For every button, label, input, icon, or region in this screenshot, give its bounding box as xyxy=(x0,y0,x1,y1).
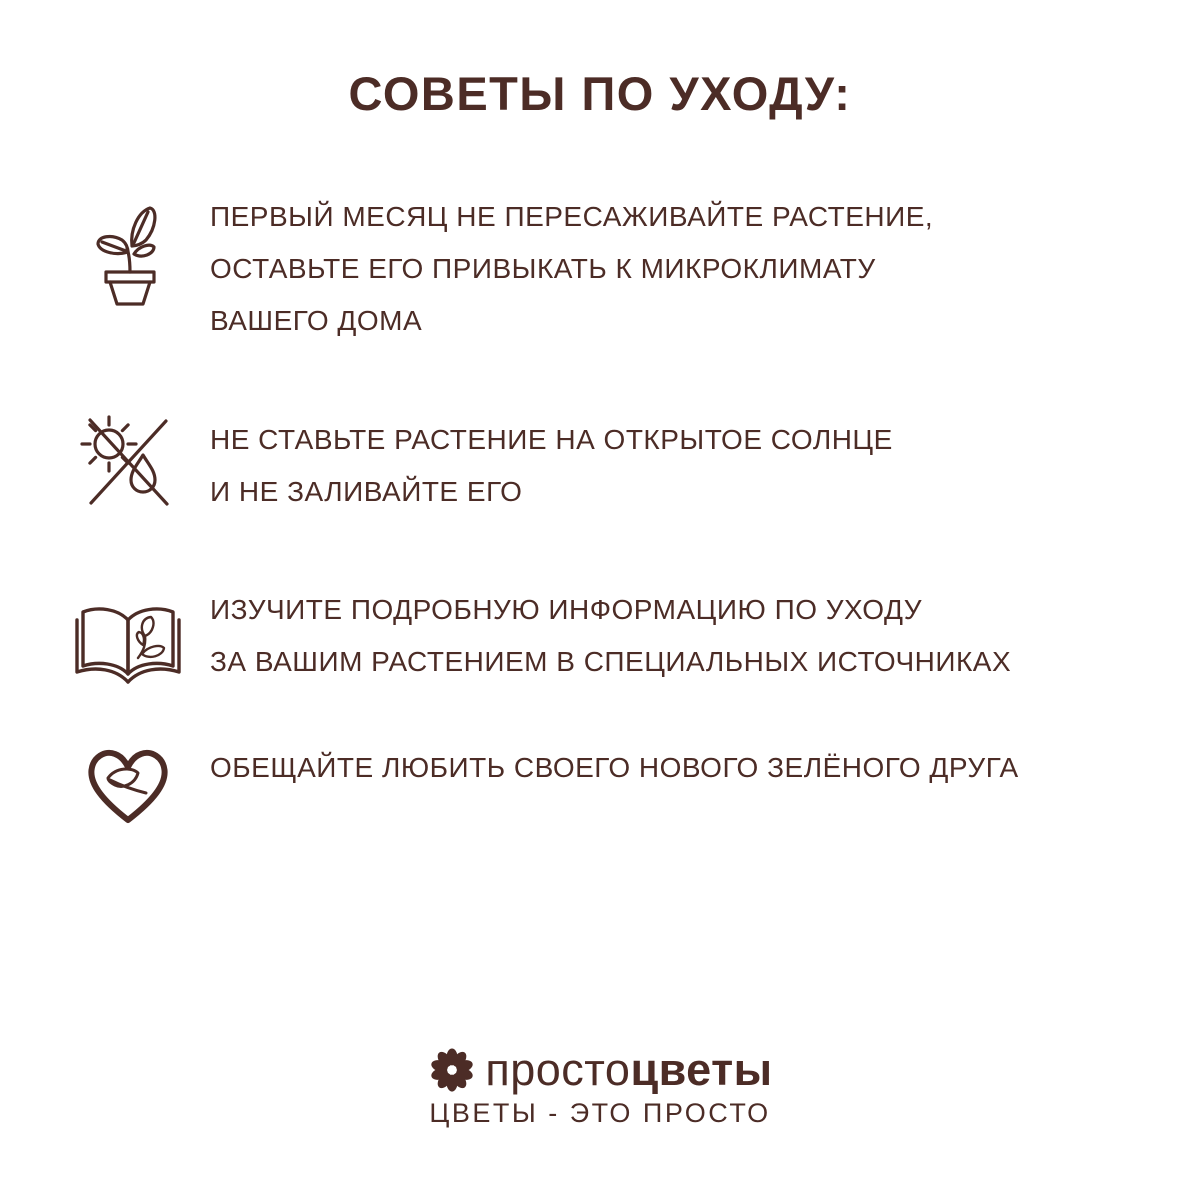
tip-line: ОСТАВЬТЕ ЕГО ПРИВЫКАТЬ К МИКРОКЛИМАТУ xyxy=(210,253,876,284)
tip-text xyxy=(210,584,1011,688)
tip-line: ПЕРВЫЙ МЕСЯЦ НЕ ПЕРЕСАЖИВАЙТЕ РАСТЕНИЕ, xyxy=(210,201,934,232)
brand-name-bold: цветы xyxy=(630,1044,773,1095)
flower-logo-icon xyxy=(427,1045,477,1095)
open-book-icon xyxy=(72,600,184,690)
tip-text xyxy=(210,742,1019,794)
potted-plant-icon xyxy=(92,202,168,306)
tip-text xyxy=(210,191,933,347)
brand-tagline: ЦВЕТЫ - ЭТО ПРОСТО xyxy=(429,1098,771,1128)
no-sun-no-overwater-icon xyxy=(80,412,176,506)
tip-text xyxy=(210,414,893,518)
brand-name xyxy=(485,1044,772,1096)
tip-line: ВАШЕГО ДОМА xyxy=(210,305,423,336)
tip-line: ОБЕЩАЙТЕ ЛЮБИТЬ СВОЕГО НОВОГО ЗЕЛЁНОГО ДРУГА xyxy=(210,752,1019,783)
tip-line: И НЕ ЗАЛИВАЙТЕ ЕГО xyxy=(210,476,523,507)
tip-line: ЗА ВАШИМ РАСТЕНИЕМ В СПЕЦИАЛЬНЫХ ИСТОЧНИКАХ xyxy=(210,646,1012,677)
page-title: СОВЕТЫ ПО УХОДУ: xyxy=(348,67,852,120)
tip-line: ИЗУЧИТЕ ПОДРОБНУЮ ИНФОРМАЦИЮ ПО УХОДУ xyxy=(210,594,923,625)
heart-leaf-icon xyxy=(82,740,174,828)
footer-brand xyxy=(0,1044,1200,1096)
brand-name-regular: просто xyxy=(485,1044,631,1095)
tip-line: НЕ СТАВЬТЕ РАСТЕНИЕ НА ОТКРЫТОЕ СОЛНЦЕ xyxy=(210,424,893,455)
